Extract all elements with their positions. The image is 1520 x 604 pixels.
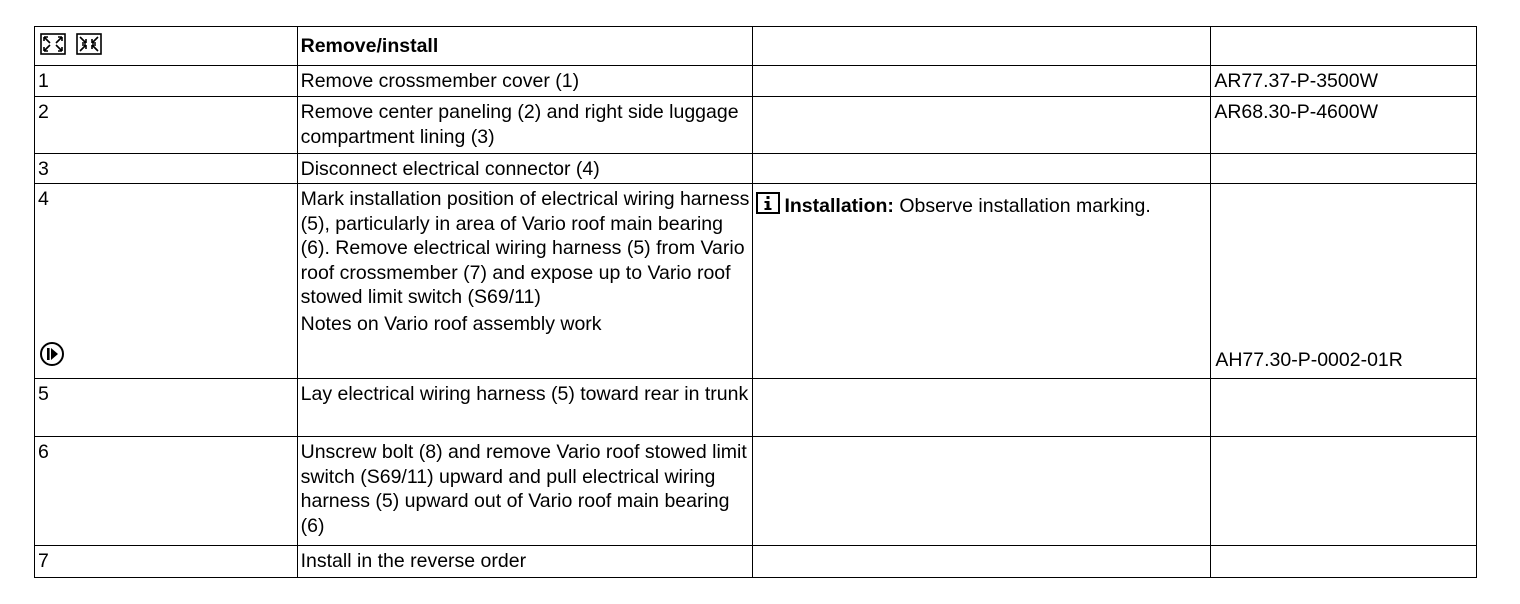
step-reference	[1211, 546, 1477, 578]
header-notes-cell	[753, 27, 1211, 66]
step-reference	[1211, 379, 1477, 437]
step-reference	[1211, 154, 1477, 184]
step-reference-link[interactable]: AR68.30-P-4600W	[1211, 97, 1477, 154]
step-text: Disconnect electrical connector (4)	[297, 154, 753, 184]
step-text-cell	[297, 184, 753, 379]
note-link[interactable]: Notes on Vario roof assembly work	[300, 312, 602, 335]
collapse-all-icon[interactable]	[76, 33, 102, 62]
header-row	[35, 27, 1477, 66]
step-reference-cell	[1211, 184, 1477, 379]
step-number: 7	[35, 546, 298, 578]
step-notes	[753, 97, 1211, 154]
step-notes	[753, 437, 1211, 546]
table-row	[35, 66, 1477, 97]
step-notes	[753, 66, 1211, 97]
step-number: 5	[35, 379, 298, 437]
table-row	[35, 97, 1477, 154]
step-number-cell	[35, 184, 298, 379]
step-text: Lay electrical wiring harness (5) toward rear in trunk	[297, 379, 753, 437]
info-icon	[756, 192, 780, 221]
step-text: Unscrew bolt (8) and remove Vario roof stowed limit switch (S69/11) upward and pull electrical wiring harness (5) upward out of Vario roof main bearing (6)	[297, 437, 753, 546]
step-text: Install in the reverse order	[297, 546, 753, 578]
step-notes	[753, 184, 1211, 379]
header-icons-cell	[35, 27, 298, 66]
header-ref-cell	[1211, 27, 1477, 66]
table-row	[35, 184, 1477, 379]
expand-all-icon[interactable]	[40, 33, 66, 62]
table-row	[35, 437, 1477, 546]
step-notes	[753, 379, 1211, 437]
step-number: 3	[35, 154, 298, 184]
step-number: 4	[38, 188, 49, 210]
step-reference	[1211, 437, 1477, 546]
step-notes	[753, 154, 1211, 184]
step-notes	[753, 546, 1211, 578]
step-text: Remove center paneling (2) and right side luggage compartment lining (3)	[297, 97, 753, 154]
installation-text: Observe installation marking.	[899, 195, 1151, 217]
step-reference-link[interactable]: AH77.30-P-0002-01R	[1215, 348, 1403, 371]
step-reference-link[interactable]: AR77.37-P-3500W	[1211, 66, 1477, 97]
header-title: Remove/install	[297, 27, 753, 66]
step-text: Remove crossmember cover (1)	[297, 66, 753, 97]
installation-label: Installation:	[784, 195, 894, 217]
procedure-table	[34, 26, 1477, 578]
table-row	[35, 154, 1477, 184]
step-number: 2	[35, 97, 298, 154]
step-number: 1	[35, 66, 298, 97]
note-arrow-icon[interactable]	[39, 341, 65, 374]
step-text: Mark installation position of electrical wiring harness (5), particularly in area of Vario roof main bearing (6). Remove electrical wiring harness (5) from Vario roof crossmember (7) and expose up to Vario roof stowed limit switch (S69/11)	[300, 188, 750, 308]
step-number: 6	[35, 437, 298, 546]
table-row	[35, 546, 1477, 578]
table-row	[35, 379, 1477, 437]
